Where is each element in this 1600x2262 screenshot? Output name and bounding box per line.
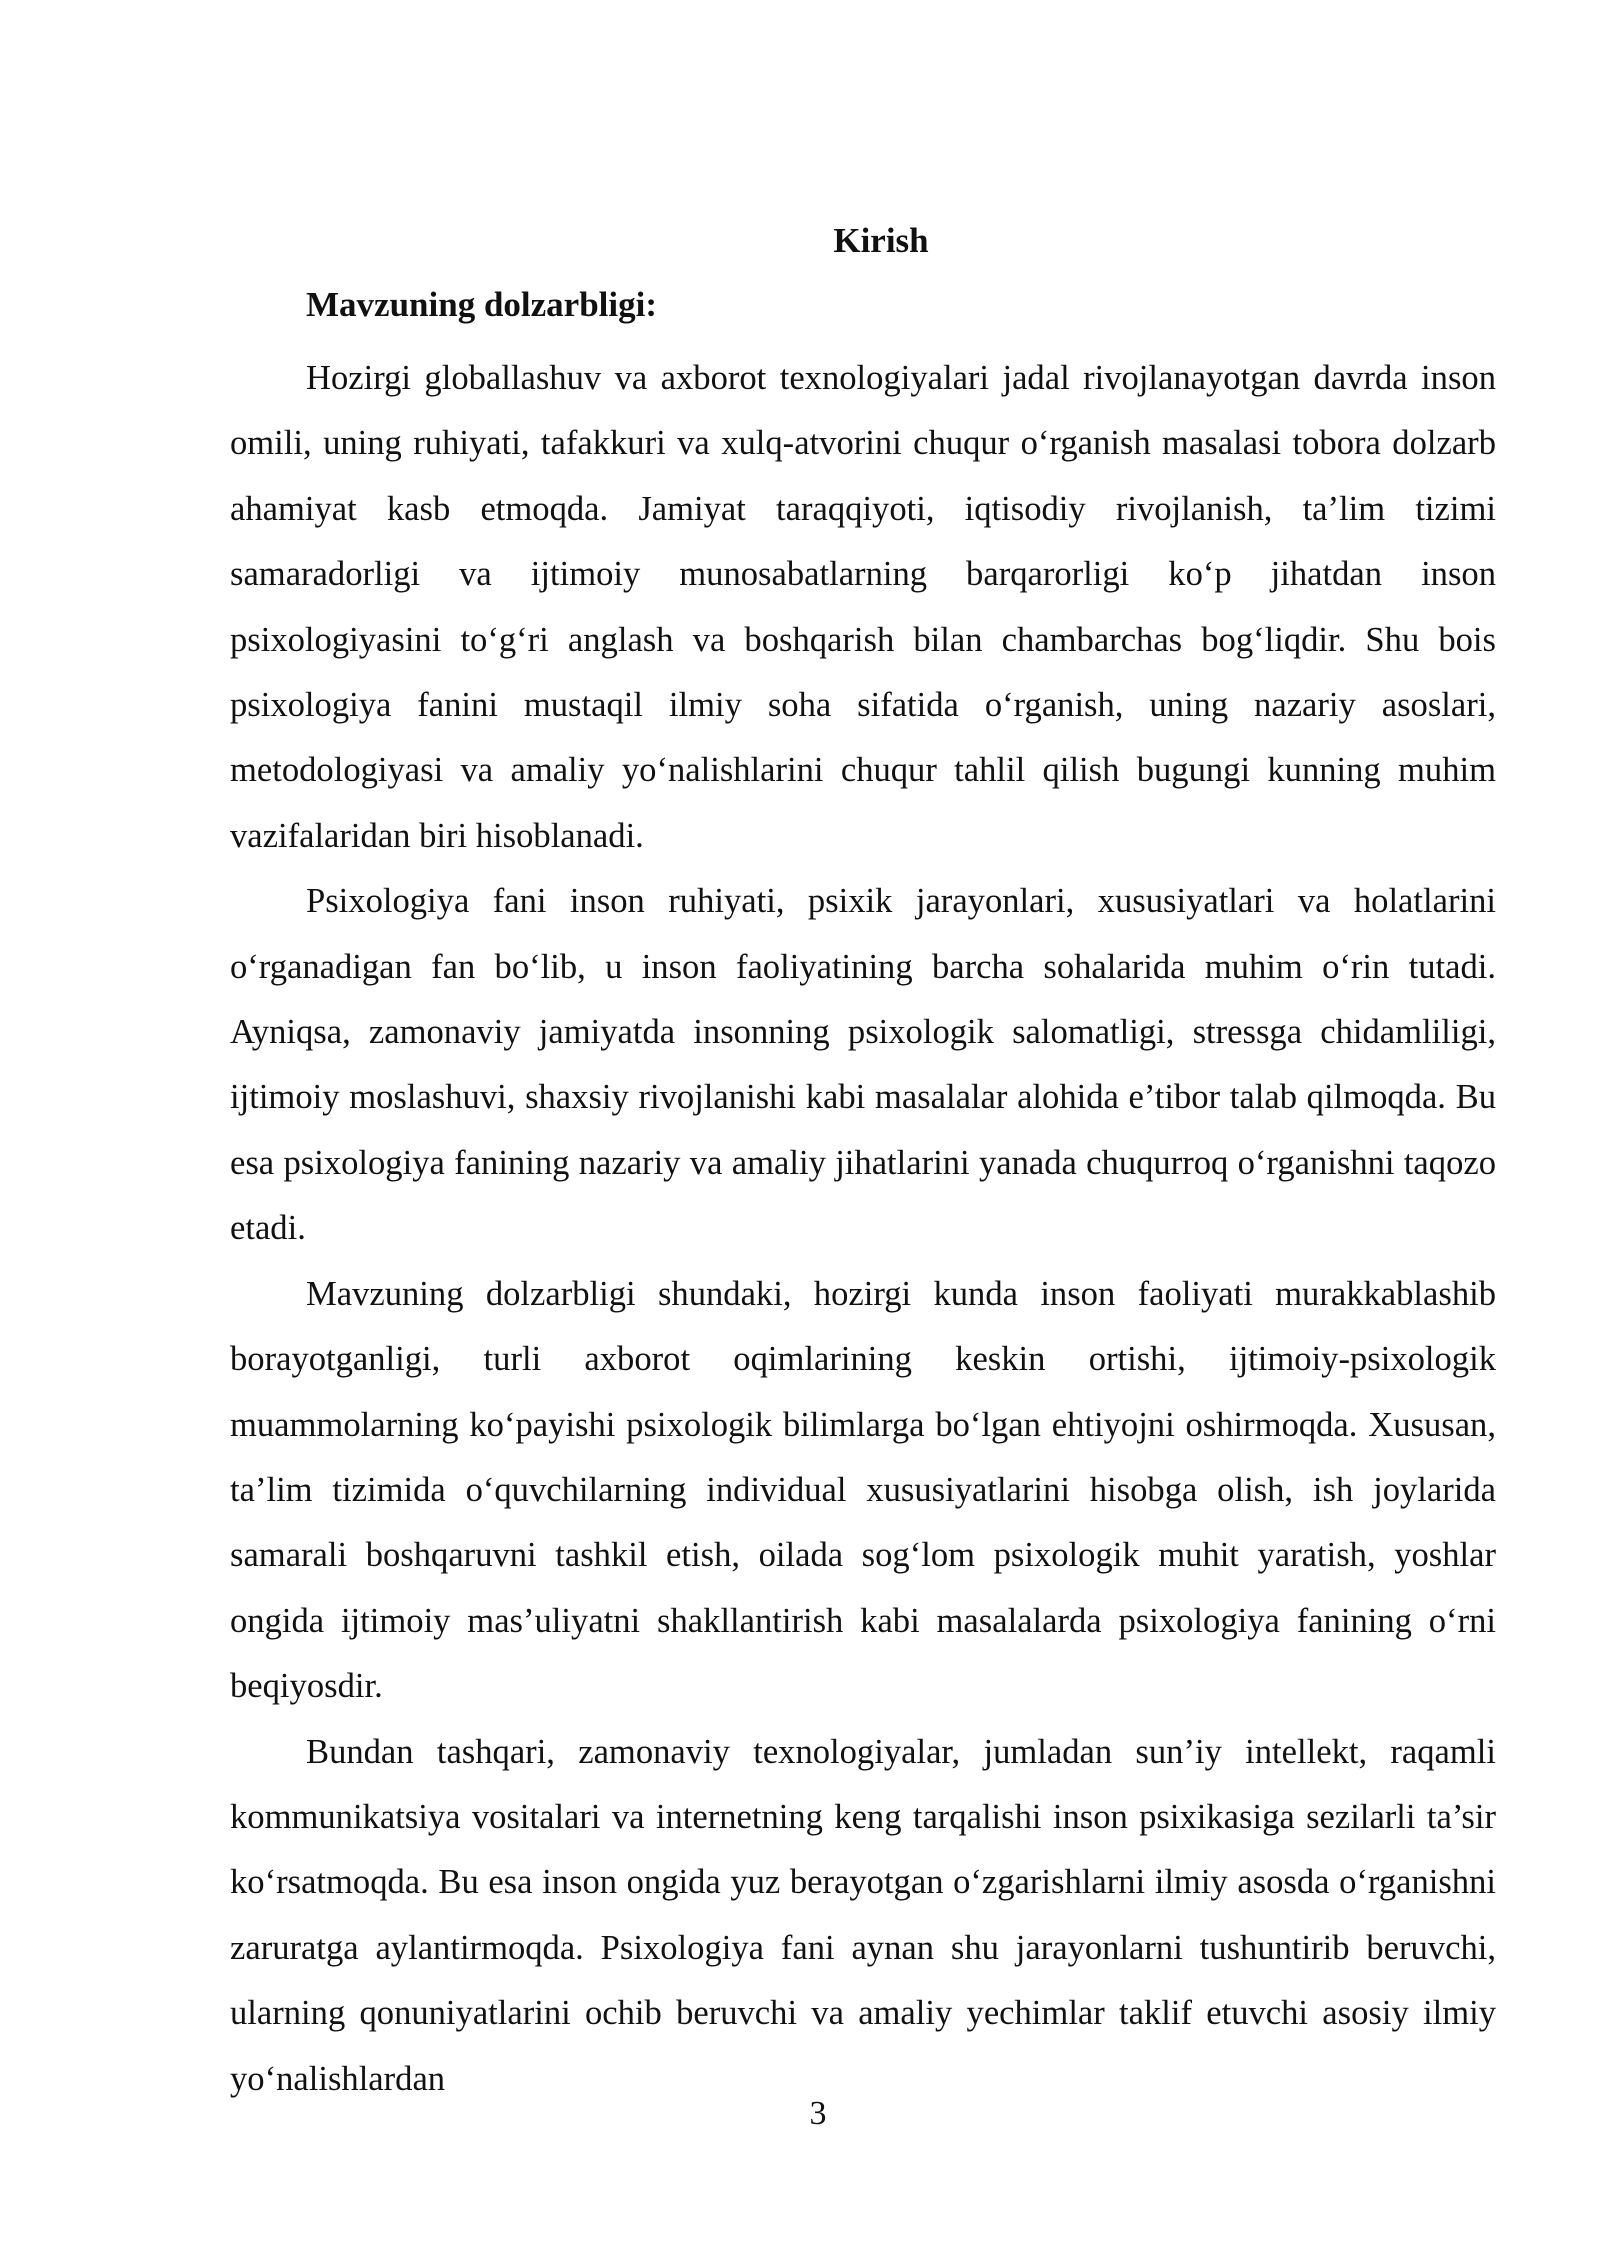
paragraph: Bundan tashqari, zamonaviy texnologiyalar, jumladan sun’iy intellekt, raqamli kommunikatsiya vositalari va internetning keng tarqalishi inson psixikasiga sezilarli ta’sir ko‘rsatmoqda. Bu esa inson ongida yuz berayotgan o‘zgarishlarni ilmiy asosda o‘rganishni zaruratga aylantirmoqda. Psixologiya fani aynan shu jarayonlarni tushuntirib beruvchi, ularning qonuniyatlarini ochib beruvchi va amaliy yechimlar taklif etuvchi asosiy ilmiy yo‘nalishlardan <box>230 1732 1496 2098</box>
chapter-title: Kirish <box>833 221 929 260</box>
paragraph: Psixologiya fani inson ruhiyati, psixik jarayonlari, xususiyatlari va holatlarini o‘rganadigan fan bo‘lib, u inson faoliyatining barcha sohalarida muhim o‘rin tutadi. Ayniqsa, zamonaviy jamiyatda insonning psixologik salomatligi, stressga chidamliligi, ijtimoiy moslashuvi, shaxsiy rivojlanishi kabi masalalar alohida e’tibor talab qilmoqda. Bu esa psixologiya fanining nazariy va amaliy jihatlarini yanada chuqurroq o‘rganishni taqozo etadi. <box>230 882 1496 1248</box>
page-number: 3 <box>809 2095 827 2132</box>
section-heading: Mavzuning dolzarbligi: <box>306 285 657 324</box>
paragraph: Hozirgi globallashuv va axborot texnologiyalari jadal rivojlanayotgan davrda inson omili, uning ruhiyati, tafakkuri va xulq-atvorini chuqur o‘rganish masalasi tobora dolzarb ahamiyat kasb etmoqda. Jamiyat taraqqiyoti, iqtisodiy rivojlanish, ta’lim tizimi samaradorligi va ijtimoiy munosabatlarning barqarorligi ko‘p jihatdan inson psixologiyasini to‘g‘ri anglash va boshqarish bilan chambarchas bog‘liqdir. Shu bois psixologiya fanini mustaqil ilmiy soha sifatida o‘rganish, uning nazariy asoslari, metodologiyasi va amaliy yo‘nalishlarini chuqur tahlil qilish bugungi kunning muhim vazifalaridan biri hisoblanadi. <box>230 359 1496 855</box>
paragraph: Mavzuning dolzarbligi shundaki, hozirgi kunda inson faoliyati murakkablashib borayotganligi, turli axborot oqimlarining keskin ortishi, ijtimoiy-psixologik muammolarning ko‘payishi psixologik bilimlarga bo‘lgan ehtiyojni oshirmoqda. Xususan, ta’lim tizimida o‘quvchilarning individual xususiyatlarini hisobga olish, ish joylarida samarali boshqaruvni tashkil etish, oilada sog‘lom psixologik muhit yaratish, yoshlar ongida ijtimoiy mas’uliyatni shakllantirish kabi masalalarda psixologiya fanining o‘rni beqiyosdir. <box>230 1274 1496 1706</box>
page-content <box>230 216 1496 2112</box>
